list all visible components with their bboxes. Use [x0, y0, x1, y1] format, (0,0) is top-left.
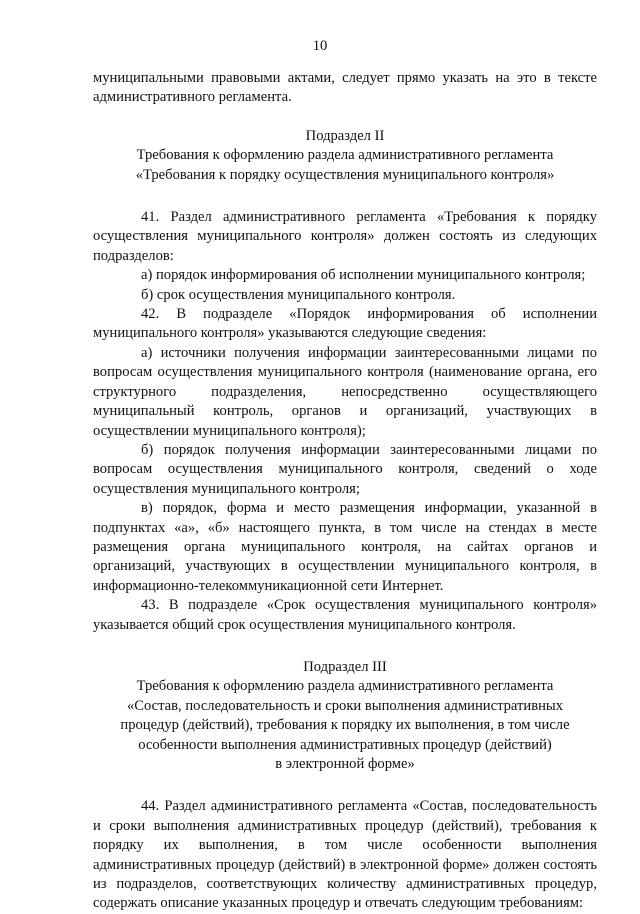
paragraph-44: 44. Раздел административного регламента «Состав, последовательность и сроки выполнения административных процедур (действий), требования к порядку их выполнения, в том числе особенности выполнения административных процедур (действий) в электронной форме» должен состоять из подразделов, соответствующих количеству административных процедур, содержать описание указанных процедур и отвечать следующим требованиям:: [93, 798, 597, 912]
paragraph-42-item-b: б) порядок получения информации заинтересованными лицами по вопросам осуществления муниципального контроля, сведений о ходе осуществления муниципального контроля;: [93, 441, 597, 497]
paragraph-42: 42. В подразделе «Порядок информирования об исполнении муниципального контроля» указываются следующие сведения:: [93, 306, 597, 342]
section3-title-line2: «Состав, последовательность и сроки выполнения административных: [126, 697, 564, 714]
paragraph-41: 41. Раздел административного регламента «Требования к порядку осуществления муниципального контроля» должен состоять из следующих подразделов:: [93, 209, 597, 264]
section3-title-line1: Требования к оформлению раздела административного регламента: [136, 678, 554, 695]
paragraph-41-item-a: а) порядок информирования об исполнении муниципального контроля;: [141, 267, 586, 284]
section2-label: Подраздел II: [305, 127, 385, 144]
section2-title-line1: Требования к оформлению раздела административного регламента: [136, 147, 554, 164]
section3-title-line5: в электронной форме»: [275, 756, 415, 772]
paragraph-43: 43. В подразделе «Срок осуществления муниципального контроля» указывается общий срок осуществления муниципального контроля.: [93, 597, 597, 633]
document-body: [93, 69, 597, 914]
paragraph-42-item-a: а) источники получения информации заинтересованными лицами по вопросам осуществления муниципального контроля (наименование органа, его структурного подразделения, непосредственно осуществляющего муниципальный контроль, органов и организаций, участвующих в осуществлении муниципального контроля);: [93, 344, 597, 439]
intro-paragraph: муниципальными правовыми актами, следует прямо указать на это в тексте административного регламента.: [93, 70, 597, 106]
section3-title-line3: процедур (действий), требования к порядку их выполнения, в том числе: [120, 717, 570, 734]
section3-title-line4: особенности выполнения административных процедур (действий): [138, 736, 552, 753]
paragraph-42-item-c: в) порядок, форма и место размещения информации, указанной в подпунктах «а», «б» настоящего пункта, в том числе на стендах в месте размещения органа муниципального контроля, на сайтах органов и организаций, участвующих в осуществлении муниципального контроля, в информационно-телекоммуникационной сети Интернет.: [93, 500, 597, 594]
paragraph-41-item-b: б) срок осуществления муниципального контроля.: [141, 286, 456, 303]
section3-label: Подраздел III: [303, 658, 387, 675]
section2-title-line2: «Требования к порядку осуществления муниципального контроля»: [135, 166, 555, 183]
page-number: 10: [312, 38, 328, 54]
